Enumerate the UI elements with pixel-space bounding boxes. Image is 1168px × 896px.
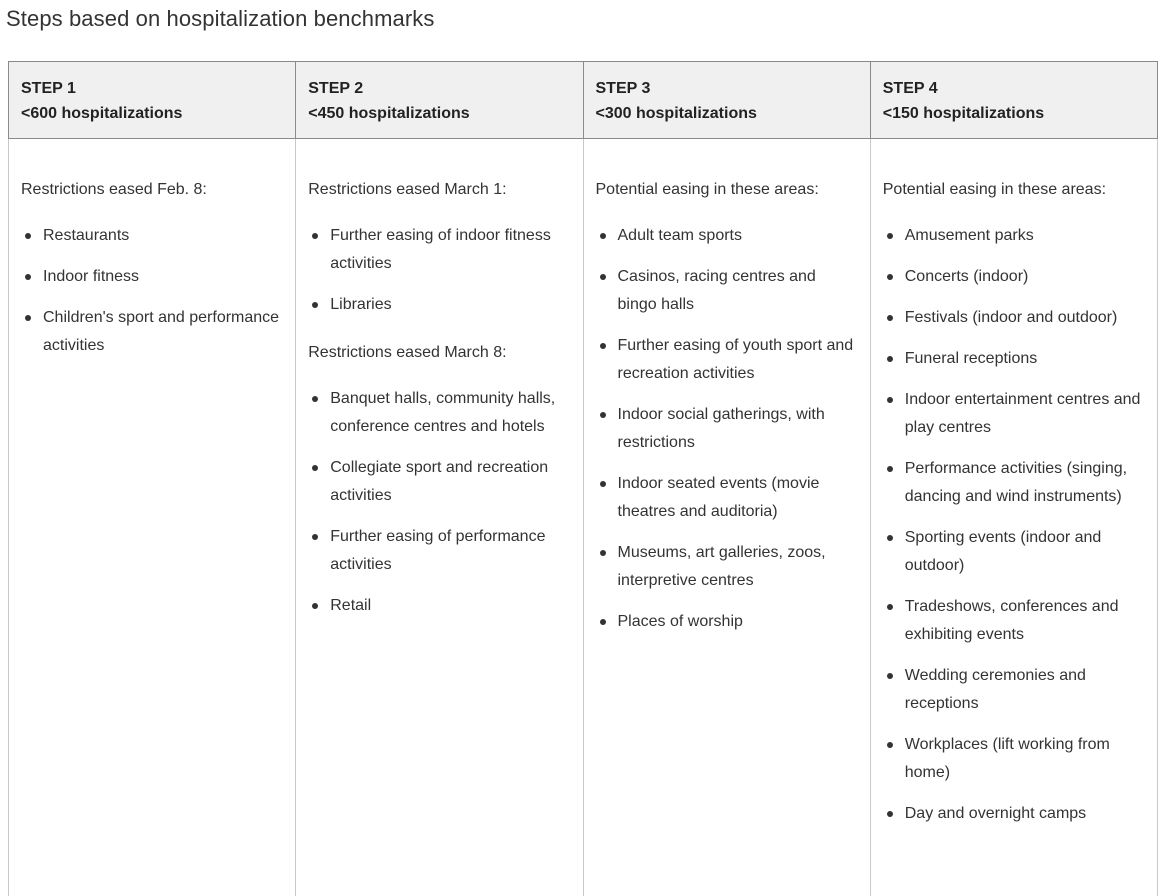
bullet-icon xyxy=(887,604,893,610)
list-item-text: Retail xyxy=(330,597,371,614)
list-item xyxy=(883,386,1145,442)
list-item-text: Sporting events (indoor and outdoor) xyxy=(905,529,1102,574)
bullet-icon xyxy=(600,412,606,418)
list-item xyxy=(308,222,570,278)
item-list xyxy=(596,222,858,636)
list-item xyxy=(596,401,858,457)
step-cell xyxy=(296,139,583,896)
group-intro: Potential easing in these areas: xyxy=(596,176,858,204)
list-item xyxy=(596,222,858,250)
list-item xyxy=(308,291,570,319)
group-intro: Restrictions eased March 1: xyxy=(308,176,570,204)
group-intro: Restrictions eased Feb. 8: xyxy=(21,176,283,204)
list-item-text: Indoor social gatherings, with restrictions xyxy=(618,406,825,451)
step-cell xyxy=(9,139,296,896)
bullet-icon xyxy=(600,481,606,487)
list-item-text: Banquet halls, community halls, conference centres and hotels xyxy=(330,390,555,435)
list-item xyxy=(308,454,570,510)
list-item xyxy=(21,304,283,360)
step-header xyxy=(583,62,870,139)
step-threshold: <150 hospitalizations xyxy=(883,101,1145,126)
list-item-text: Concerts (indoor) xyxy=(905,268,1029,285)
bullet-icon xyxy=(25,233,31,239)
bullet-icon xyxy=(887,535,893,541)
list-item xyxy=(883,263,1145,291)
list-item xyxy=(21,263,283,291)
header-row xyxy=(9,62,1158,139)
list-item-text: Indoor entertainment centres and play centres xyxy=(905,391,1141,436)
list-item xyxy=(308,592,570,620)
list-item xyxy=(883,731,1145,787)
bullet-icon xyxy=(312,396,318,402)
list-item-text: Indoor seated events (movie theatres and auditoria) xyxy=(618,475,820,520)
list-item-text: Performance activities (singing, dancing and wind instruments) xyxy=(905,460,1127,505)
list-item xyxy=(596,470,858,526)
item-list xyxy=(308,385,570,620)
bullet-icon xyxy=(600,619,606,625)
bullet-icon xyxy=(887,274,893,280)
bullet-icon xyxy=(887,466,893,472)
bullet-icon xyxy=(312,603,318,609)
list-item-text: Adult team sports xyxy=(618,227,743,244)
list-item-text: Indoor fitness xyxy=(43,268,139,285)
list-item xyxy=(596,539,858,595)
bullet-icon xyxy=(600,343,606,349)
bullet-icon xyxy=(600,233,606,239)
list-item-text: Museums, art galleries, zoos, interpretive centres xyxy=(618,544,826,589)
steps-table xyxy=(8,61,1158,896)
step-threshold: <600 hospitalizations xyxy=(21,101,283,126)
list-item xyxy=(596,332,858,388)
list-item-text: Tradeshows, conferences and exhibiting events xyxy=(905,598,1119,643)
item-list xyxy=(308,222,570,319)
group-intro: Potential easing in these areas: xyxy=(883,176,1145,204)
bullet-icon xyxy=(25,274,31,280)
list-item xyxy=(883,662,1145,718)
list-item-text: Further easing of indoor fitness activities xyxy=(330,227,551,272)
bullet-icon xyxy=(887,356,893,362)
step-header xyxy=(296,62,583,139)
step-cell xyxy=(870,139,1157,896)
content-row xyxy=(9,139,1158,896)
step-header xyxy=(9,62,296,139)
list-item xyxy=(883,455,1145,511)
list-item-text: Restaurants xyxy=(43,227,129,244)
step-cell xyxy=(583,139,870,896)
step-label: STEP 4 xyxy=(883,76,1145,101)
bullet-icon xyxy=(887,673,893,679)
bullet-icon xyxy=(600,550,606,556)
list-item-text: Children's sport and performance activities xyxy=(43,309,279,354)
bullet-icon xyxy=(312,465,318,471)
step-threshold: <300 hospitalizations xyxy=(596,101,858,126)
list-item xyxy=(596,263,858,319)
step-label: STEP 1 xyxy=(21,76,283,101)
list-item-text: Funeral receptions xyxy=(905,350,1038,367)
bullet-icon xyxy=(312,534,318,540)
list-item xyxy=(883,345,1145,373)
bullet-icon xyxy=(312,233,318,239)
list-item xyxy=(883,524,1145,580)
list-item-text: Casinos, racing centres and bingo halls xyxy=(618,268,816,313)
list-item xyxy=(21,222,283,250)
list-item-text: Day and overnight camps xyxy=(905,805,1086,822)
item-list xyxy=(21,222,283,360)
list-item-text: Wedding ceremonies and receptions xyxy=(905,667,1086,712)
bullet-icon xyxy=(887,811,893,817)
list-item xyxy=(883,222,1145,250)
bullet-icon xyxy=(887,233,893,239)
group-intro: Restrictions eased March 8: xyxy=(308,339,570,367)
page-title: Steps based on hospitalization benchmarks xyxy=(6,4,434,34)
list-item-text: Places of worship xyxy=(618,613,743,630)
list-item xyxy=(883,304,1145,332)
list-item-text: Further easing of performance activities xyxy=(330,528,545,573)
list-item xyxy=(308,385,570,441)
list-item-text: Further easing of youth sport and recreation activities xyxy=(618,337,854,382)
step-label: STEP 3 xyxy=(596,76,858,101)
list-item-text: Collegiate sport and recreation activities xyxy=(330,459,548,504)
bullet-icon xyxy=(887,397,893,403)
list-item-text: Workplaces (lift working from home) xyxy=(905,736,1110,781)
bullet-icon xyxy=(312,302,318,308)
list-item-text: Amusement parks xyxy=(905,227,1034,244)
bullet-icon xyxy=(600,274,606,280)
step-header xyxy=(870,62,1157,139)
bullet-icon xyxy=(887,315,893,321)
bullet-icon xyxy=(887,742,893,748)
step-label: STEP 2 xyxy=(308,76,570,101)
list-item-text: Festivals (indoor and outdoor) xyxy=(905,309,1118,326)
list-item-text: Libraries xyxy=(330,296,391,313)
bullet-icon xyxy=(25,315,31,321)
list-item xyxy=(883,593,1145,649)
list-item xyxy=(308,523,570,579)
list-item xyxy=(596,608,858,636)
item-list xyxy=(883,222,1145,828)
step-threshold: <450 hospitalizations xyxy=(308,101,570,126)
list-item xyxy=(883,800,1145,828)
